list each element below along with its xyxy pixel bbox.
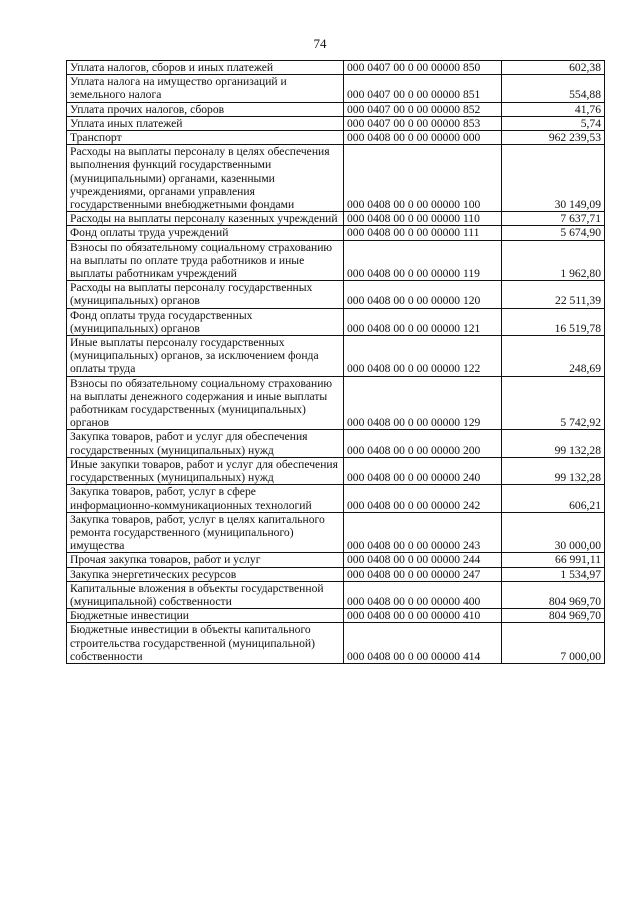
- row-amount: 30 149,09: [502, 145, 605, 212]
- row-amount: 1 534,97: [502, 567, 605, 581]
- row-amount: 7 637,71: [502, 212, 605, 226]
- table-row: [67, 457, 605, 484]
- table-row: [67, 609, 605, 623]
- row-code: 000 0408 00 0 00 00000 240: [344, 457, 502, 484]
- row-name: Уплата налогов, сборов и иных платежей: [67, 61, 344, 75]
- row-amount: 41,76: [502, 102, 605, 116]
- table-row: [67, 336, 605, 377]
- row-name: Уплата прочих налогов, сборов: [67, 102, 344, 116]
- budget-table: [66, 60, 605, 664]
- table-row: [67, 212, 605, 226]
- row-code: 000 0408 00 0 00 00000 400: [344, 581, 502, 608]
- row-amount: 30 000,00: [502, 512, 605, 553]
- table-row: [67, 102, 605, 116]
- row-name: Закупка энергетических ресурсов: [67, 567, 344, 581]
- row-name: Расходы на выплаты персоналу в целях обеспечения выполнения функций государственными (муниципальными) органами, казенными учреждениями, органами управления государственными внебюджетными фондами: [67, 145, 344, 212]
- row-amount: 99 132,28: [502, 457, 605, 484]
- row-amount: 804 969,70: [502, 581, 605, 608]
- row-amount: 22 511,39: [502, 281, 605, 308]
- table-row: [67, 226, 605, 240]
- row-code: 000 0408 00 0 00 00000 247: [344, 567, 502, 581]
- row-name: Расходы на выплаты персоналу государственных (муниципальных) органов: [67, 281, 344, 308]
- table-row: [67, 376, 605, 430]
- table-row: [67, 567, 605, 581]
- page-number: 74: [313, 36, 327, 51]
- table-row: [67, 581, 605, 608]
- row-code: 000 0408 00 0 00 00000 120: [344, 281, 502, 308]
- table-row: [67, 61, 605, 75]
- table-row: [67, 240, 605, 281]
- row-code: 000 0408 00 0 00 00000 200: [344, 430, 502, 457]
- row-code: 000 0408 00 0 00 00000 000: [344, 131, 502, 145]
- row-code: 000 0408 00 0 00 00000 121: [344, 308, 502, 335]
- row-code: 000 0408 00 0 00 00000 122: [344, 336, 502, 377]
- table-row: [67, 485, 605, 512]
- row-name: Взносы по обязательному социальному страхованию на выплаты по оплате труда работников и иные выплаты работникам учреждений: [67, 240, 344, 281]
- row-name: Иные выплаты персоналу государственных (муниципальных) органов, за исключением фонда оплаты труда: [67, 336, 344, 377]
- row-name: Фонд оплаты труда учреждений: [67, 226, 344, 240]
- row-amount: 7 000,00: [502, 623, 605, 664]
- row-name: Транспорт: [67, 131, 344, 145]
- row-code: 000 0408 00 0 00 00000 242: [344, 485, 502, 512]
- row-code: 000 0408 00 0 00 00000 414: [344, 623, 502, 664]
- row-name: Иные закупки товаров, работ и услуг для обеспечения государственных (муниципальных) нужд: [67, 457, 344, 484]
- table-row: [67, 145, 605, 212]
- row-amount: 99 132,28: [502, 430, 605, 457]
- row-code: 000 0407 00 0 00 00000 852: [344, 102, 502, 116]
- row-amount: 602,38: [502, 61, 605, 75]
- row-name: Расходы на выплаты персоналу казенных учреждений: [67, 212, 344, 226]
- row-code: 000 0407 00 0 00 00000 853: [344, 116, 502, 130]
- row-amount: 962 239,53: [502, 131, 605, 145]
- row-code: 000 0407 00 0 00 00000 851: [344, 75, 502, 102]
- row-code: 000 0408 00 0 00 00000 129: [344, 376, 502, 430]
- row-name: Уплата налога на имущество организаций и земельного налога: [67, 75, 344, 102]
- row-name: Закупка товаров, работ, услуг в сфере информационно-коммуникационных технологий: [67, 485, 344, 512]
- row-amount: 66 991,11: [502, 553, 605, 567]
- row-amount: 16 519,78: [502, 308, 605, 335]
- row-name: Прочая закупка товаров, работ и услуг: [67, 553, 344, 567]
- row-code: 000 0408 00 0 00 00000 110: [344, 212, 502, 226]
- table-row: [67, 512, 605, 553]
- table-row: [67, 131, 605, 145]
- row-amount: 5 742,92: [502, 376, 605, 430]
- row-code: 000 0408 00 0 00 00000 244: [344, 553, 502, 567]
- table-row: [67, 553, 605, 567]
- row-name: Закупка товаров, работ и услуг для обеспечения государственных (муниципальных) нужд: [67, 430, 344, 457]
- row-amount: 606,21: [502, 485, 605, 512]
- budget-table-body: [67, 61, 605, 664]
- row-amount: 1 962,80: [502, 240, 605, 281]
- table-row: [67, 430, 605, 457]
- table-row: [67, 116, 605, 130]
- table-row: [67, 281, 605, 308]
- table-row: [67, 623, 605, 664]
- row-name: Бюджетные инвестиции: [67, 609, 344, 623]
- row-amount: 5 674,90: [502, 226, 605, 240]
- row-code: 000 0408 00 0 00 00000 410: [344, 609, 502, 623]
- row-amount: 804 969,70: [502, 609, 605, 623]
- row-amount: 5,74: [502, 116, 605, 130]
- row-name: Фонд оплаты труда государственных (муниципальных) органов: [67, 308, 344, 335]
- row-code: 000 0408 00 0 00 00000 100: [344, 145, 502, 212]
- row-name: Взносы по обязательному социальному страхованию на выплаты денежного содержания и иные выплаты работникам государственных (муниципальных) органов: [67, 376, 344, 430]
- row-code: 000 0408 00 0 00 00000 243: [344, 512, 502, 553]
- row-name: Капитальные вложения в объекты государственной (муниципальной) собственности: [67, 581, 344, 608]
- row-code: 000 0408 00 0 00 00000 119: [344, 240, 502, 281]
- table-row: [67, 308, 605, 335]
- row-code: 000 0407 00 0 00 00000 850: [344, 61, 502, 75]
- row-name: Закупка товаров, работ, услуг в целях капитального ремонта государственного (муниципального) имущества: [67, 512, 344, 553]
- row-amount: 554,88: [502, 75, 605, 102]
- row-name: Бюджетные инвестиции в объекты капитального строительства государственной (муниципальной) собственности: [67, 623, 344, 664]
- row-amount: 248,69: [502, 336, 605, 377]
- row-code: 000 0408 00 0 00 00000 111: [344, 226, 502, 240]
- table-row: [67, 75, 605, 102]
- row-name: Уплата иных платежей: [67, 116, 344, 130]
